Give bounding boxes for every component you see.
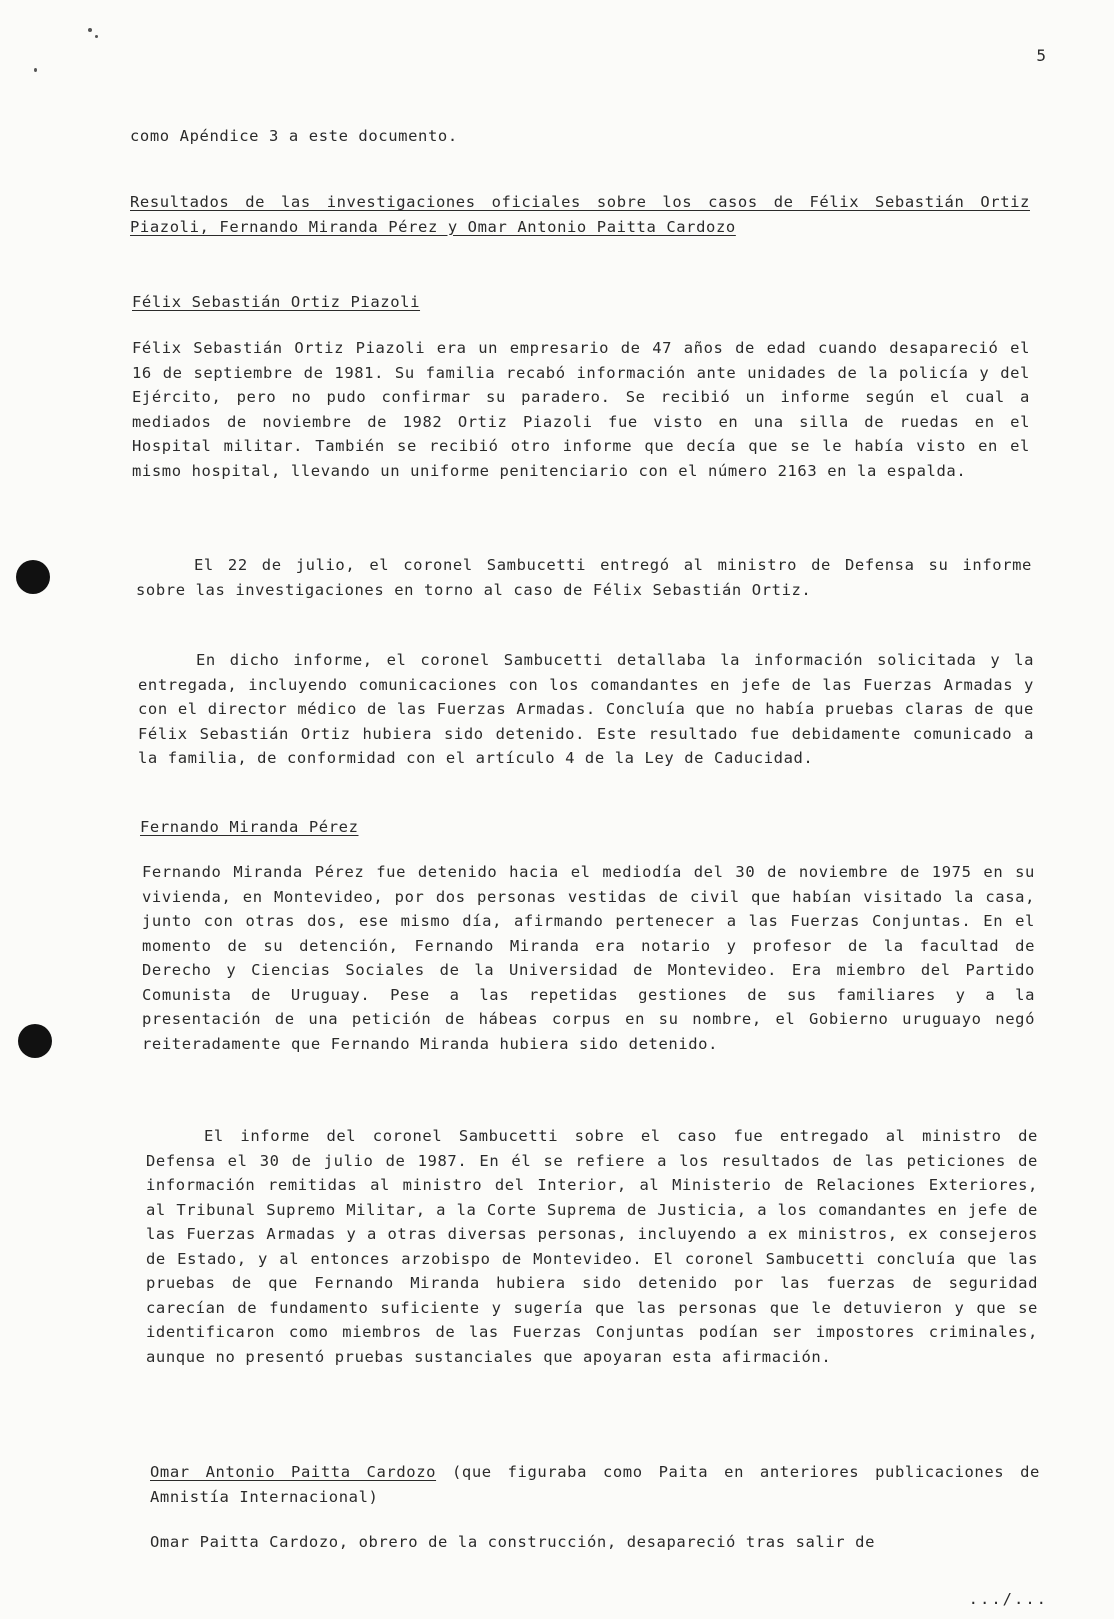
subheading-paitta-note: (que figuraba como Paita en anteriores publicaciones de Amnistía Internacional) xyxy=(150,1463,1040,1506)
scan-speck xyxy=(34,68,37,72)
punch-hole xyxy=(16,560,50,594)
page-number: 5 xyxy=(1036,46,1046,65)
paragraph-miranda-1: Fernando Miranda Pérez fue detenido hacia el mediodía del 30 de noviembre de 1975 en su vivienda, en Montevideo, por dos personas vestidas de civil que habían visitado la casa, junto con otras dos, ese mismo día, afirmando pertenecer a las Fuerzas Conjuntas. En el momento de su detención, Fernando Miranda era notario y profesor de la facultad de Derecho y Ciencias Sociales de la Universidad de Montevideo. Era miembro del Partido Comunista de Uruguay. Pese a las repetidas gestiones de sus familiares y a la presentación de una petición de hábeas corpus en su nombre, el Gobierno uruguayo negó reiteradamente que Fernando Miranda hubiera sido detenido. xyxy=(142,863,1035,1053)
subheading-paitta-name: Omar Antonio Paitta Cardozo xyxy=(150,1463,437,1481)
scan-speck xyxy=(95,35,98,38)
paragraph-ortiz-2: El 22 de julio, el coronel Sambucetti entregó al ministro de Defensa su informe sobre las investigaciones en torno al caso de Félix Sebastián Ortiz. xyxy=(136,556,1032,599)
paragraph-ortiz-3: En dicho informe, el coronel Sambucetti detallaba la información solicitada y la entregada, incluyendo comunicaciones con los comandantes en jefe de las Fuerzas Armadas y con el director médico de las Fuerzas Armadas. Concluía que no había pruebas claras de que Félix Sebastián Ortiz hubiera sido detenido. Este resultado fue debidamente comunicado a la familia, de conformidad con el artículo 4 de la Ley de Caducidad. xyxy=(138,651,1034,767)
subheading-ortiz: Félix Sebastián Ortiz Piazoli xyxy=(132,293,421,311)
continued-marker: .../... xyxy=(968,1590,1048,1608)
subheading-paitta xyxy=(150,1460,1040,1509)
paragraph-paitta-1: Omar Paitta Cardozo, obrero de la construcción, desapareció tras salir de xyxy=(150,1533,876,1551)
punch-hole xyxy=(18,1024,52,1058)
scan-speck xyxy=(88,28,92,32)
paragraph-ortiz-1: Félix Sebastián Ortiz Piazoli era un empresario de 47 años de edad cuando desapareció el 16 de septiembre de 1981. Su familia recabó información ante unidades de la policía y del Ejército, pero no pudo confirmar su paradero. Se recibió un informe según el cual a mediados de noviembre de 1982 Ortiz Piazoli fue visto en una silla de ruedas en el Hospital militar. También se recibió otro informe que decía que se le había visto en el mismo hospital, llevando un uniforme penitenciario con el número 2163 en la espalda. xyxy=(132,339,1030,480)
continuation-line: como Apéndice 3 a este documento. xyxy=(130,127,458,145)
paragraph-miranda-2: El informe del coronel Sambucetti sobre el caso fue entregado al ministro de Defensa el 30 de julio de 1987. En él se refiere a los resultados de las peticiones de información remitidas al ministro del Interior, al Ministerio de Relaciones Exteriores, al Tribunal Supremo Militar, a la Corte Suprema de Justicia, a los comandantes en jefe de las Fuerzas Armadas y a otras diversas personas, incluyendo a ex ministros, ex consejeros de Estado, y al entonces arzobispo de Montevideo. El coronel Sambucetti concluía que las pruebas de que Fernando Miranda hubiera sido detenido por las fuerzas de seguridad carecían de fundamento suficiente y sugería que las personas que le detuvieron y que se identificaron como miembros de las Fuerzas Conjuntas podían ser impostores criminales, aunque no presentó pruebas sustanciales que apoyaran esta afirmación. xyxy=(146,1127,1038,1366)
subheading-miranda: Fernando Miranda Pérez xyxy=(140,818,359,836)
section-heading: Resultados de las investigaciones oficiales sobre los casos de Félix Sebastián Ortiz Piazoli, Fernando Miranda Pérez y Omar Antonio Paitta Cardozo xyxy=(130,193,1030,236)
